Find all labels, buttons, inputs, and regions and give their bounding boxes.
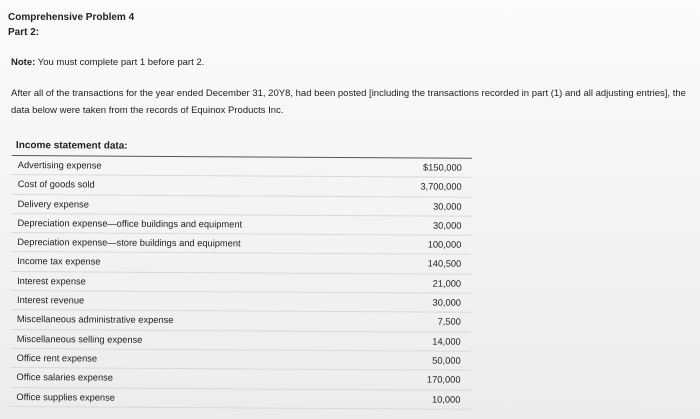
note-label: Note: (11, 57, 36, 68)
row-amount: 30,000 (432, 220, 462, 231)
row-label: Depreciation expense—store buildings and equipment (17, 237, 241, 249)
row-label: Income tax expense (17, 256, 101, 268)
row-label: Office supplies expense (16, 391, 115, 403)
row-amount: 7,500 (437, 316, 461, 328)
income-statement-table (10, 136, 472, 410)
row-label: Interest revenue (16, 295, 85, 306)
row-label: Delivery expense (17, 198, 89, 210)
row-label: Cost of goods sold (17, 179, 95, 190)
row-amount: 3,700,000 (420, 181, 462, 193)
title-block (8, 10, 134, 40)
row-amount: $150,000 (423, 162, 462, 173)
row-label: Interest expense (17, 275, 86, 287)
intro-paragraph: After all of the transactions for the year ended December 31, 20Y8, had been posted [including the transactions recorded in part (1) and all adjusting entries], the data below were taken from the records of Equinox Products Inc. (11, 88, 686, 116)
row-label: Office rent expense (16, 353, 98, 364)
part-label: Part 2: (8, 27, 40, 38)
row-label: Miscellaneous selling expense (16, 333, 143, 345)
row-amount: 21,000 (432, 278, 462, 289)
row-label: Office salaries expense (16, 372, 114, 383)
row-label: Advertising expense (17, 160, 102, 171)
problem-title: Comprehensive Problem 4 (8, 12, 135, 23)
table-row (10, 388, 470, 410)
row-amount: 30,000 (433, 201, 462, 212)
row-amount: 14,000 (432, 336, 461, 347)
row-label: Depreciation expense—office buildings and equipment (17, 217, 243, 230)
note (11, 57, 204, 68)
row-amount: 10,000 (431, 394, 461, 405)
note-text: You must complete part 1 before part 2. (35, 57, 205, 68)
row-amount: 30,000 (432, 297, 462, 308)
row-amount: 50,000 (432, 355, 461, 366)
row-amount: 170,000 (426, 374, 461, 386)
table-body (10, 156, 472, 410)
row-label: Miscellaneous administrative expense (16, 314, 174, 326)
table-heading: Income statement data: (12, 136, 472, 159)
row-amount: 140,500 (427, 259, 462, 270)
row-amount: 100,000 (427, 239, 462, 250)
